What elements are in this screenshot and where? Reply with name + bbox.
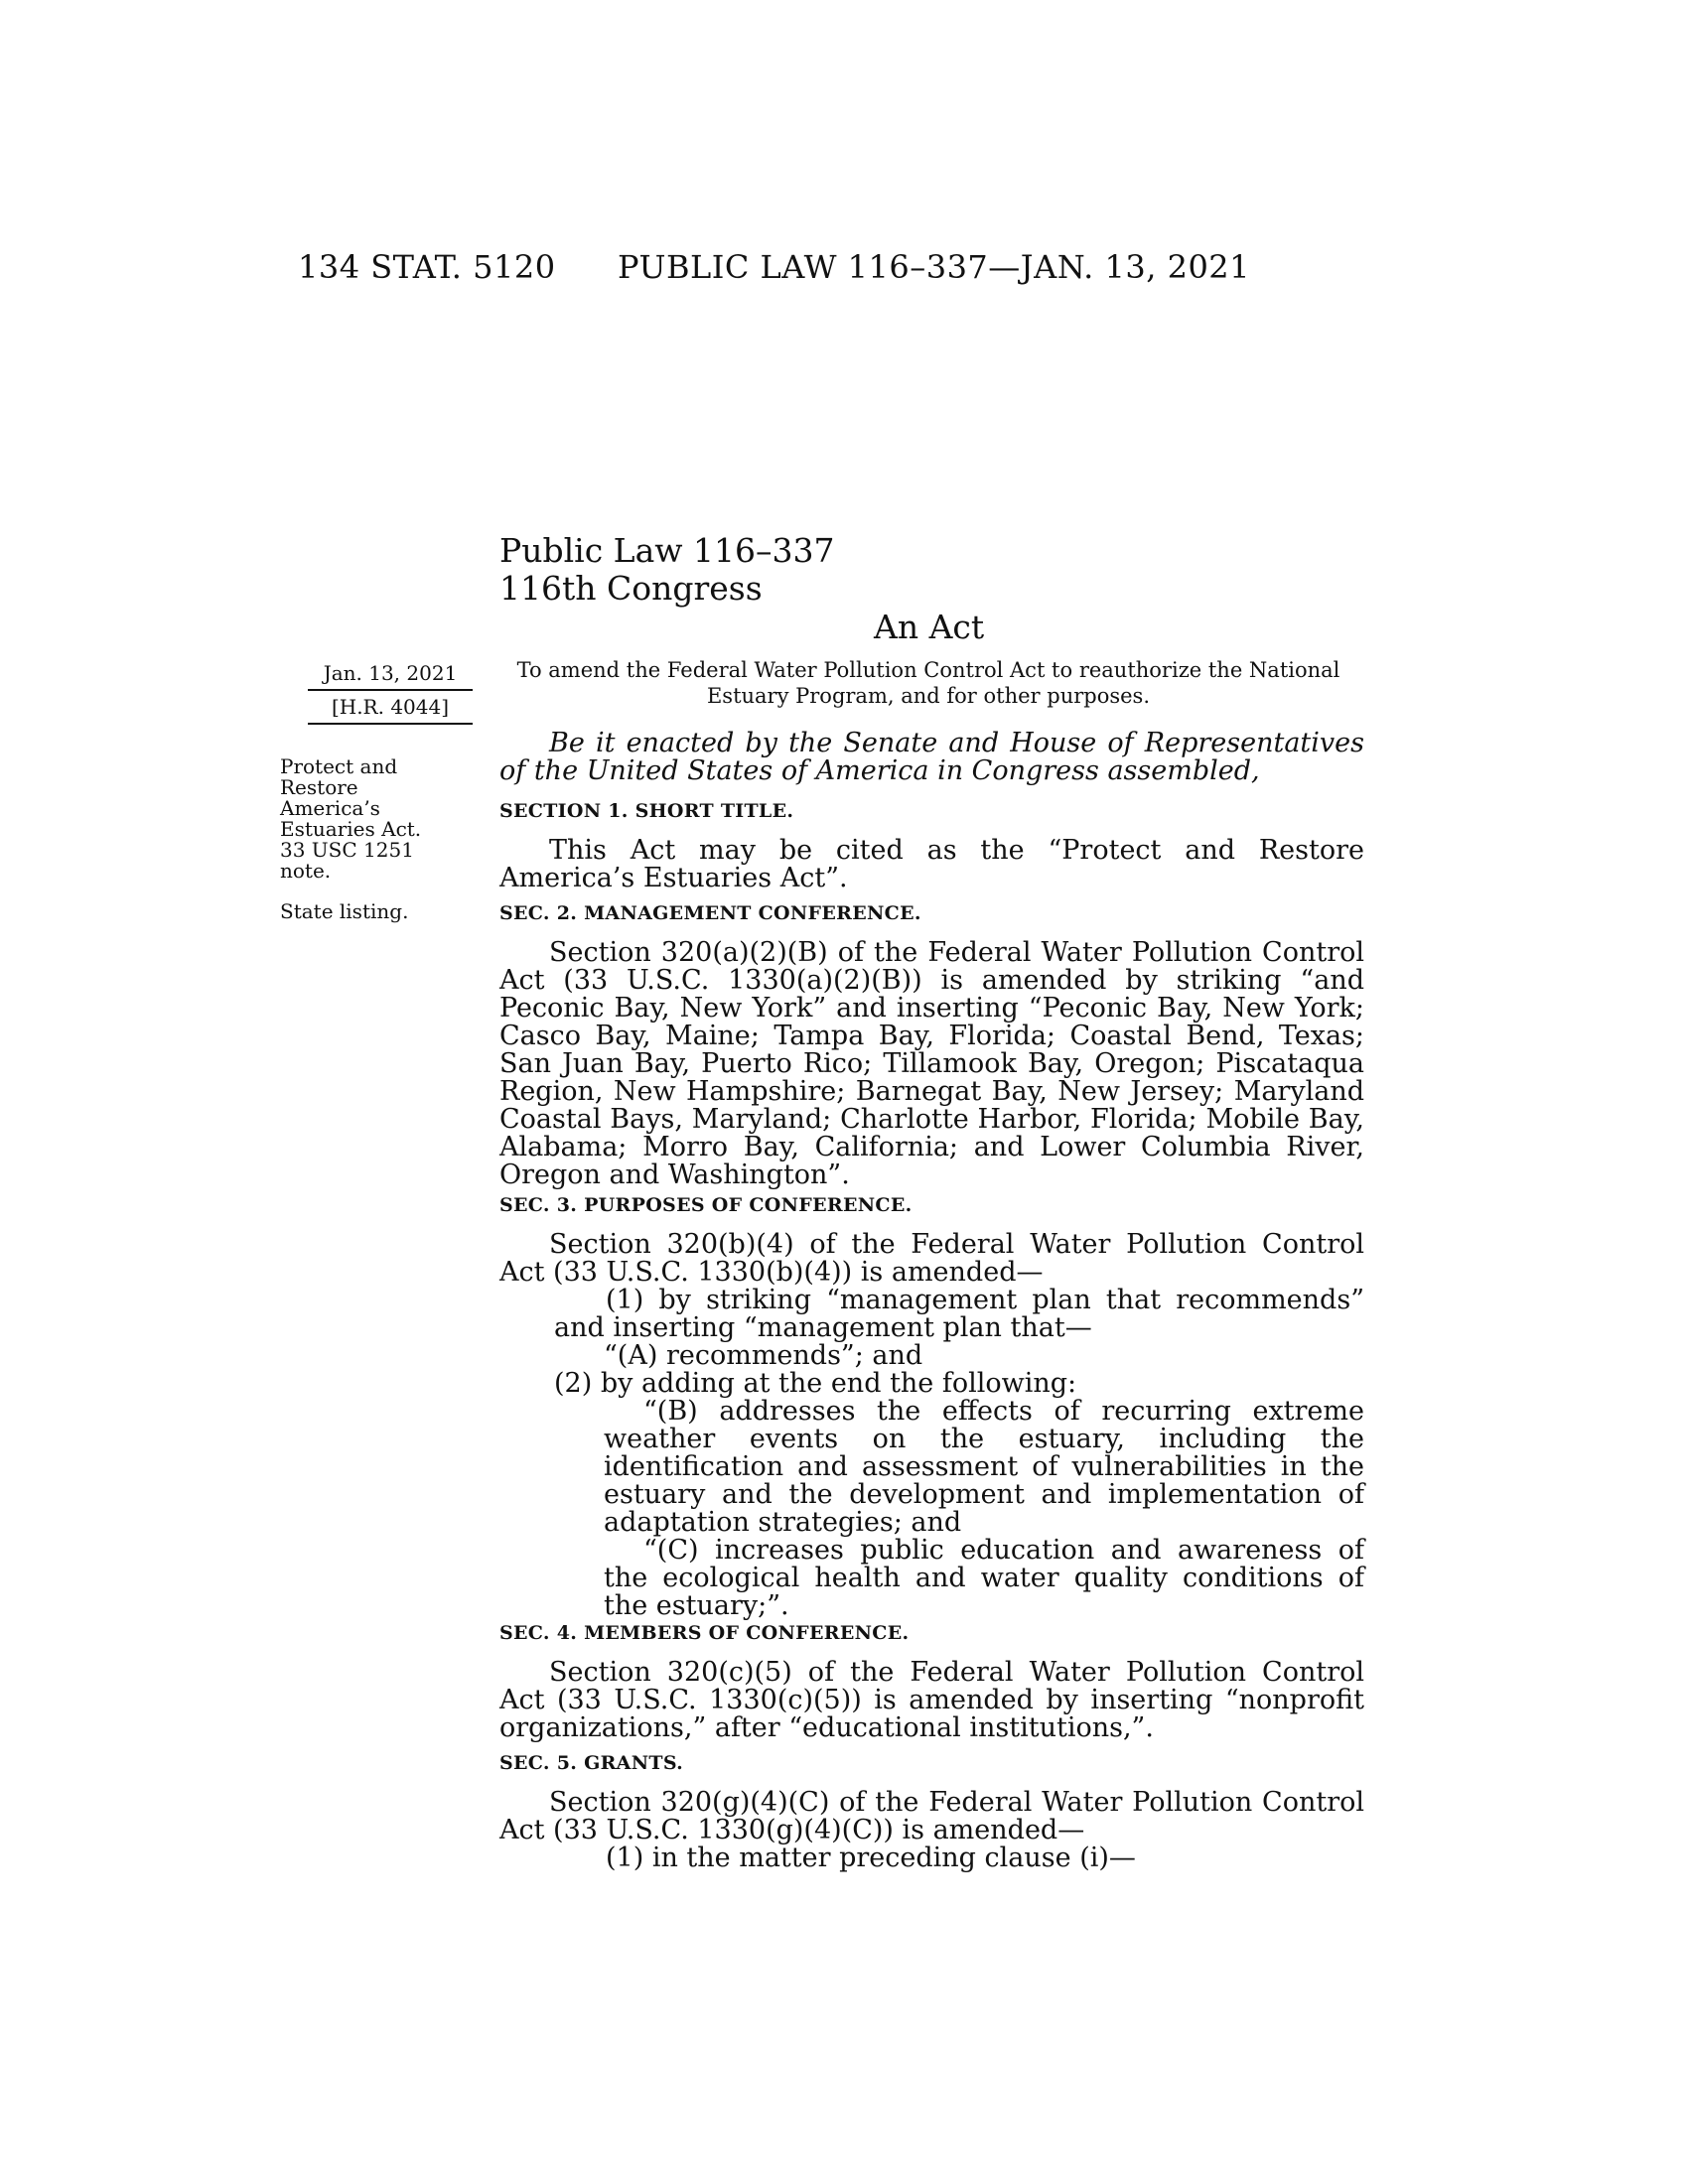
margin-note-line: Estuaries Act. xyxy=(280,817,422,841)
margin-date: Jan. 13, 2021 xyxy=(323,661,458,685)
public-law-number: Public Law 116–337 xyxy=(499,531,835,570)
section-heading: SEC. 5. GRANTS. xyxy=(499,1752,684,1774)
margin-note-state-listing: State listing. xyxy=(280,899,409,923)
section-heading: SEC. 2. MANAGEMENT CONFERENCE. xyxy=(499,902,921,924)
purpose-line: To amend the Federal Water Pollution Control Act to reauthorize the National xyxy=(516,658,1340,682)
margin-note-line: note. xyxy=(280,859,332,883)
section-text: Section 320(a)(2)(B) of the Federal Water Pollution Control Act (33 U.S.C. 1330(a)(2)(B)) is amended by striking “and Peconic Bay, New York” and inserting “Peconic Bay, New York; Casco Bay, Maine; Tampa Bay, Florida; Coastal Bend, Texas; San Juan Bay, Puerto Rico; Tillamook Bay, Oregon; Piscataqua Region, New Hampshire; Barnegat Bay, New Jersey; Maryland Coastal Bays, Maryland; Charlotte Harbor, Florida; Mobile Bay, Alabama; Morro Bay, California; and Lower Columbia River, Oregon and Washington”. xyxy=(499,937,1364,1190)
section-heading: SECTION 1. SHORT TITLE. xyxy=(499,800,794,822)
margin-bill-number: [H.R. 4044] xyxy=(331,695,450,719)
paragraph-1: (1) by striking “management plan that recommends” and inserting “management plan that— xyxy=(554,1285,1364,1343)
purpose-line: Estuary Program, and for other purposes. xyxy=(706,684,1151,708)
section-1 xyxy=(499,797,1364,892)
subparagraph-b: “(B) addresses the effects of recurring extreme weather events on the estuary, including the identification and assessment of vulnerabilities in the estuary and the development and implementation of adaptation strategies; and xyxy=(604,1396,1364,1538)
section-4 xyxy=(499,1619,1364,1742)
section-heading: SEC. 4. MEMBERS OF CONFERENCE. xyxy=(499,1622,910,1644)
section-2 xyxy=(499,899,1364,1189)
section-heading: SEC. 3. PURPOSES OF CONFERENCE. xyxy=(499,1194,913,1216)
an-act-heading: An Act xyxy=(874,608,985,646)
law-date-header: PUBLIC LAW 116–337—JAN. 13, 2021 xyxy=(618,248,1251,286)
enacting-clause: Be it enacted by the Senate and House of Representatives of the United States of America in Congress assembled, xyxy=(499,728,1364,786)
margin-note-line: 33 USC 1251 xyxy=(280,838,414,862)
subparagraph-c: “(C) increases public education and awareness of the ecological health and water quality conditions of the estuary;”. xyxy=(604,1535,1364,1621)
section-text: Section 320(c)(5) of the Federal Water Pollution Control Act (33 U.S.C. 1330(c)(5)) is amended by inserting “nonprofit organizations,” after “educational institutions,”. xyxy=(499,1657,1364,1743)
purpose-clause xyxy=(516,657,1340,709)
paragraph-2: (2) by adding at the end the following: xyxy=(554,1368,1077,1399)
margin-note-line: America’s xyxy=(280,796,380,820)
paragraph-1: (1) in the matter preceding clause (i)— xyxy=(606,1843,1136,1873)
margin-date-block xyxy=(308,657,473,727)
margin-note-line: Protect and xyxy=(280,754,398,778)
section-text: This Act may be cited as the “Protect and Restore America’s Estuaries Act”. xyxy=(499,835,1364,893)
stat-page-number: 134 STAT. 5120 xyxy=(298,248,556,286)
margin-note-short-title xyxy=(280,756,429,882)
public-law-title xyxy=(499,532,834,608)
section-text: Section 320(b)(4) of the Federal Water Pollution Control Act (33 U.S.C. 1330(b)(4)) is amended— xyxy=(499,1229,1364,1288)
margin-note-line: Restore xyxy=(280,775,358,799)
section-text: Section 320(g)(4)(C) of the Federal Water Pollution Control Act (33 U.S.C. 1330(g)(4)(C)) is amended— xyxy=(499,1787,1364,1845)
section-3 xyxy=(499,1191,1364,1620)
margin-rule-bottom xyxy=(308,723,473,725)
subparagraph-a: “(A) recommends”; and xyxy=(604,1340,923,1371)
congress-number: 116th Congress xyxy=(499,569,763,608)
section-5 xyxy=(499,1749,1364,1872)
margin-rule xyxy=(308,689,473,691)
